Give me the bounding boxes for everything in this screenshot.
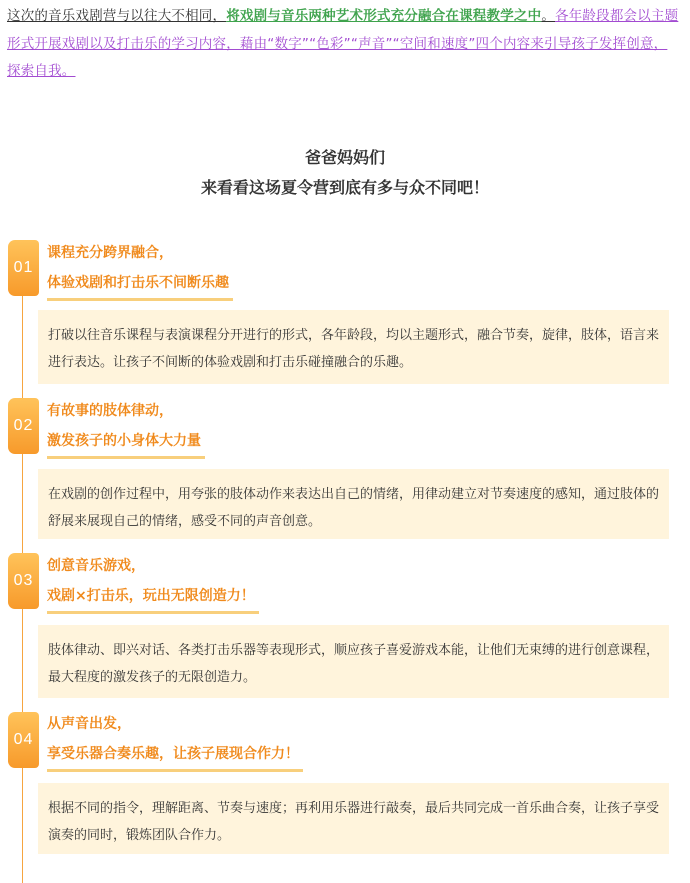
section-body: 在戏剧的创作过程中，用夸张的肢体动作来表达出自己的情绪，用律动建立对节奏速度的感知，通过肢体的舒展来展现自己的情绪，感受不同的声音创意。	[48, 487, 660, 529]
section-title-03	[47, 551, 259, 614]
intro-text-part3: 。	[541, 8, 556, 24]
number-badge-01	[8, 240, 39, 296]
number-badge-04	[8, 712, 39, 768]
section-title-line1: 有故事的肢体律动，	[47, 403, 173, 419]
badge-number: 03	[13, 572, 34, 589]
section-title-line1: 课程充分跨界融合，	[47, 245, 173, 261]
section-card-04	[38, 783, 669, 854]
number-badge-02	[8, 398, 39, 454]
section-body: 打破以往音乐课程与表演课程分开进行的形式，各年龄段，均以主题形式，融合节奏，旋律，肢体，语言来进行表达。让孩子不间断的体验戏剧和打击乐碰撞融合的乐趣。	[48, 328, 660, 370]
number-badge-03	[8, 553, 39, 609]
intro-highlight: 将戏剧与音乐两种艺术形式充分融合在课程教学之中	[226, 8, 542, 24]
section-body: 根据不同的指令，理解距离、节奏与速度；再利用乐器进行敲奏，最后共同完成一首乐曲合奏，让孩子享受演奏的同时，锻炼团队合作力。	[48, 801, 660, 843]
badge-number: 02	[13, 417, 34, 434]
section-heading-line1: 爸爸妈妈们	[304, 148, 385, 167]
intro-paragraph	[7, 3, 679, 86]
section-title-line2: 激发孩子的小身体大力量	[47, 426, 205, 459]
section-card-02	[38, 469, 669, 539]
section-title-line2: 享受乐器合奏乐趣，让孩子展现合作力！	[47, 739, 303, 772]
intro-text-part4: 各年龄段都会以主题形式开展戏剧以及打击乐的学习内容，藉由“数字”“色彩”“声音”“空间和速度”四个内容来引导孩子发挥创意，探索自我。	[7, 8, 679, 79]
section-card-01	[38, 310, 669, 384]
section-title-04	[47, 709, 303, 772]
section-card-03	[38, 625, 669, 698]
section-title-line1: 创意音乐游戏，	[47, 558, 145, 574]
section-body: 肢体律动、即兴对话、各类打击乐器等表现形式，顺应孩子喜爱游戏本能，让他们无束缚的进行创意课程，最大程度的激发孩子的无限创造力。	[48, 643, 660, 685]
badge-number: 04	[13, 731, 34, 748]
section-title-line2: 戏剧×打击乐，玩出无限创造力！	[47, 581, 259, 614]
section-heading-line2: 来看看这场夏令营到底有多与众不同吧！	[200, 178, 489, 197]
section-title-line1: 从声音出发，	[47, 716, 131, 732]
section-title-02	[47, 396, 205, 459]
badge-number: 01	[13, 259, 34, 276]
section-title-01	[47, 238, 233, 301]
section-title-line2: 体验戏剧和打击乐不间断乐趣	[47, 268, 233, 301]
intro-text-part1: 这次的音乐戏剧营与以往大不相同，	[7, 8, 227, 24]
